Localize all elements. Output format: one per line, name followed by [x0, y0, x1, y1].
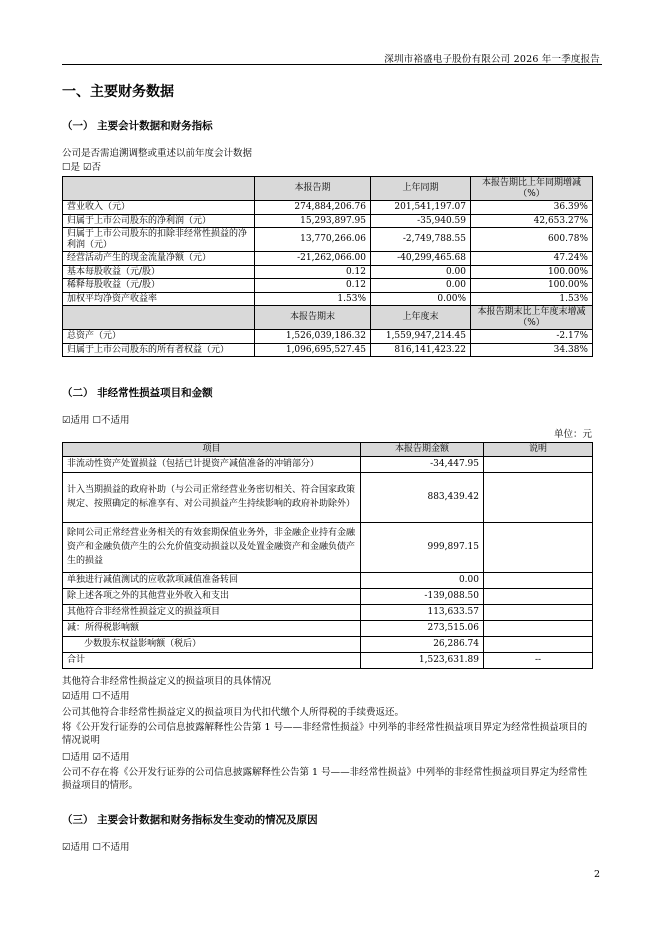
row-label: 除同公司正常经营业务相关的有效套期保值业务外，非金融企业持有金融资产和金融负债产生的公允价值变动损益以及处置金融资产和金融负债产生的损益 [63, 522, 361, 572]
header-cell: 项目 [63, 443, 361, 457]
key-financial-table [62, 176, 593, 357]
table-row [63, 652, 593, 668]
header-divider [62, 64, 602, 65]
cell-value: 1,523,631.89 [361, 652, 484, 668]
cell-value: -139,088.50 [361, 588, 484, 604]
cell-value: 15,293,897.95 [255, 214, 371, 228]
table-row [63, 572, 593, 588]
row-label: 稀释每股收益（元/股） [63, 279, 255, 293]
row-label: 合计 [63, 652, 361, 668]
cell-value: 42,653.27% [471, 214, 593, 228]
cell-value: 1,526,039,186.32 [255, 330, 371, 344]
row-label: 归属于上市公司股东的扣除非经常性损益的净利润（元） [63, 228, 255, 252]
table-row [63, 522, 593, 572]
cell-value: 274,884,206.76 [255, 201, 371, 215]
cell-value: 100.00% [471, 279, 593, 293]
non-recurring-choice: ☑适用 ☐不适用 [62, 415, 130, 426]
table-row [63, 201, 593, 215]
cell-value: 113,633.57 [361, 604, 484, 620]
page-number: 2 [593, 869, 600, 880]
header-cell [63, 306, 255, 330]
cell-value: 0.00% [371, 292, 471, 306]
header-cell: 本报告期比上年同期增减（%） [471, 177, 593, 201]
cell-value: 1.53% [255, 292, 371, 306]
changes-choice: ☑适用 ☐不适用 [62, 842, 130, 853]
header-cell: 本报告期 [255, 177, 371, 201]
header-cell: 上年度末 [371, 306, 471, 330]
cell-note [484, 572, 593, 588]
cell-note [484, 636, 593, 652]
cell-value: 273,515.06 [361, 620, 484, 636]
reclassification-note: 将《公开发行证券的公司信息披露解释性公告第 1 号——非经常性损益》中列举的非经常性损益项目界定为经常性损益项目的情况说明 [62, 722, 588, 746]
row-label: 营业收入（元） [63, 201, 255, 215]
row-label: 非流动性资产处置损益（包括已计提资产减值准备的冲销部分） [63, 456, 361, 472]
header-cell: 本报告期末 [255, 306, 371, 330]
row-label: 经营活动产生的现金流量净额（元） [63, 252, 255, 266]
cell-value: -2,749,788.55 [371, 228, 471, 252]
table-row [63, 265, 593, 279]
restatement-choice: ☐是 ☑否 [62, 162, 102, 173]
header-cell [63, 177, 255, 201]
row-label: 其他符合非经常性损益定义的损益项目 [63, 604, 361, 620]
table-row [63, 456, 593, 472]
cell-value: 100.00% [471, 265, 593, 279]
table-row [63, 472, 593, 522]
cell-value: 201,541,197.07 [371, 201, 471, 215]
other-items-choice: ☑适用 ☐不适用 [62, 691, 130, 702]
table-row [63, 292, 593, 306]
header-cell: 说明 [484, 443, 593, 457]
row-label: 总资产（元） [63, 330, 255, 344]
header-cell: 上年同期 [371, 177, 471, 201]
table-row [63, 279, 593, 293]
table-row [63, 636, 593, 652]
row-label: 基本每股收益（元/股） [63, 265, 255, 279]
cell-note [484, 620, 593, 636]
cell-value: 36.39% [471, 201, 593, 215]
page-header: 深圳市裕盛电子股份有限公司 2026 年一季度报告 [384, 54, 600, 65]
unit-label: 单位：元 [553, 429, 592, 440]
table-row [63, 620, 593, 636]
section-title: 一、主要财务数据 [62, 84, 174, 100]
cell-value: 0.12 [255, 279, 371, 293]
cell-value: 883,439.42 [361, 472, 484, 522]
table-row [63, 252, 593, 266]
other-items-note: 其他符合非经常性损益定义的损益项目的具体情况 [62, 676, 272, 687]
cell-note [484, 522, 593, 572]
restatement-question: 公司是否需追溯调整或重述以前年度会计数据 [62, 148, 253, 159]
subsection-title-3: （三） 主要会计数据和财务指标发生变动的情况及原因 [62, 814, 318, 826]
reclassification-choice: ☐适用 ☑不适用 [62, 752, 130, 763]
cell-note [484, 472, 593, 522]
cell-value: 26,286.74 [361, 636, 484, 652]
non-recurring-table [62, 442, 593, 669]
row-label: 少数股东权益影响额（税后） [63, 636, 361, 652]
cell-value: 1,096,695,527.45 [255, 343, 371, 357]
row-label: 归属于上市公司股东的净利润（元） [63, 214, 255, 228]
cell-value: 0.00 [371, 279, 471, 293]
table-row [63, 228, 593, 252]
subsection-title-2: （二） 非经常性损益项目和金额 [62, 387, 213, 399]
table-row [63, 604, 593, 620]
cell-note: -- [484, 652, 593, 668]
cell-value: 1.53% [471, 292, 593, 306]
cell-value: 600.78% [471, 228, 593, 252]
row-label: 单独进行减值测试的应收款项减值准备转回 [63, 572, 361, 588]
row-label: 加权平均净资产收益率 [63, 292, 255, 306]
row-label: 减：所得税影响额 [63, 620, 361, 636]
cell-value: -40,299,465.68 [371, 252, 471, 266]
header-cell: 本报告期金额 [361, 443, 484, 457]
cell-value: 0.12 [255, 265, 371, 279]
cell-value: 47.24% [471, 252, 593, 266]
row-label: 计入当期损益的政府补助（与公司正常经营业务密切相关、符合国家政策规定、按照确定的标准享有、对公司损益产生持续影响的政府补助除外） [63, 472, 361, 522]
cell-value: 1,559,947,214.45 [371, 330, 471, 344]
table-row [63, 330, 593, 344]
cell-value: -2.17% [471, 330, 593, 344]
cell-value: 0.00 [361, 572, 484, 588]
cell-note [484, 588, 593, 604]
cell-value: 999,897.15 [361, 522, 484, 572]
cell-value: 34.38% [471, 343, 593, 357]
other-items-explanation: 公司其他符合非经常性损益定义的损益项目为代扣代缴个人所得税的手续费返还。 [62, 707, 405, 718]
row-label: 归属于上市公司股东的所有者权益（元） [63, 343, 255, 357]
cell-value: 0.00 [371, 265, 471, 279]
cell-note [484, 456, 593, 472]
header-cell: 本报告期末比上年度末增减（%） [471, 306, 593, 330]
reclassification-explanation: 公司不存在将《公开发行证券的公司信息披露解释性公告第 1 号——非经常性损益》中列举的非经常性损益项目界定为经常性损益项目的情形。 [62, 767, 588, 791]
cell-note [484, 604, 593, 620]
subsection-title-1: （一） 主要会计数据和财务指标 [62, 120, 213, 132]
table-row [63, 343, 593, 357]
cell-value: -35,940.59 [371, 214, 471, 228]
table-row [63, 214, 593, 228]
table-row [63, 588, 593, 604]
cell-value: -21,262,066.00 [255, 252, 371, 266]
cell-value: -34,447.95 [361, 456, 484, 472]
cell-value: 816,141,423.22 [371, 343, 471, 357]
row-label: 除上述各项之外的其他营业外收入和支出 [63, 588, 361, 604]
cell-value: 13,770,266.06 [255, 228, 371, 252]
